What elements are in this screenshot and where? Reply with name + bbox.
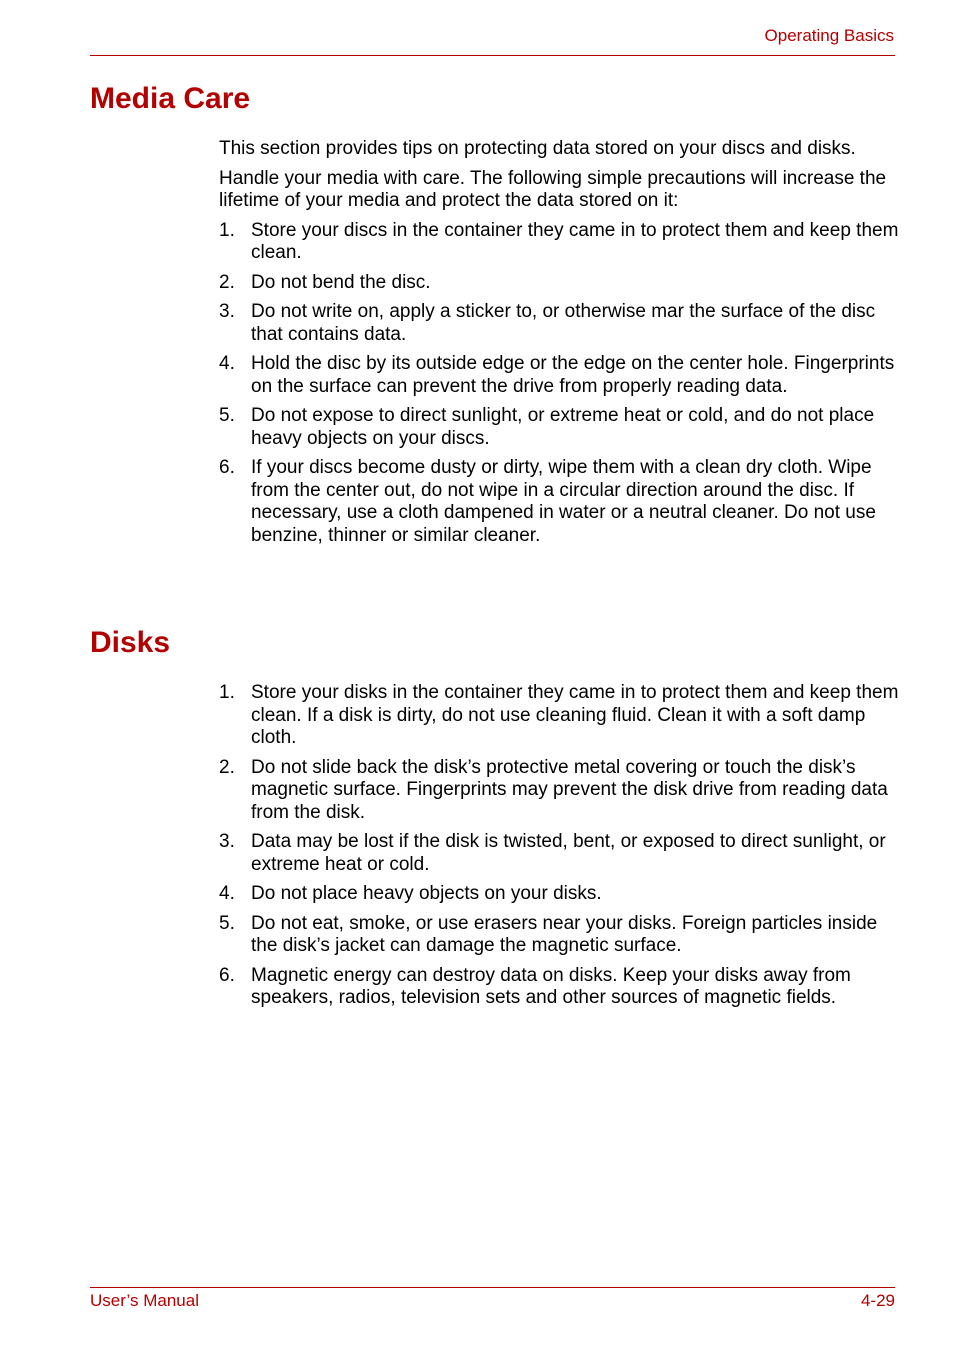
- media-care-precautions-list: [219, 220, 899, 548]
- list-item-number: 4.: [219, 883, 235, 904]
- list-item-text: Do not eat, smoke, or use erasers near your disks. Foreign particles inside the disk’s jacket can damage the magnetic surface.: [251, 912, 878, 956]
- list-item-text: Hold the disc by its outside edge or the edge on the center hole. Fingerprints on the surface can prevent the drive from properly reading data.: [251, 353, 895, 397]
- footer-manual-label: User’s Manual: [90, 1291, 199, 1310]
- list-item-text: Do not bend the disc.: [251, 271, 431, 293]
- list-item-text: Store your discs in the container they came in to protect them and keep them clean.: [251, 219, 899, 263]
- disks-precautions-list: [219, 682, 899, 1010]
- list-item-text: If your discs become dusty or dirty, wipe them with a clean dry cloth. Wipe from the center out, do not wipe in a circular direction around the disc. If necessary, use a cloth dampened in water or a neutral cleaner. Do not use benzine, thinner or similar cleaner.: [251, 457, 876, 546]
- list-item-number: 1.: [219, 219, 235, 241]
- running-header-section: Operating Basics: [764, 26, 894, 45]
- list-item: [219, 831, 899, 876]
- list-item: [219, 220, 899, 265]
- list-item-number: 4.: [219, 353, 235, 374]
- footer-divider: [90, 1287, 895, 1288]
- media-care-intro-paragraph: This section provides tips on protecting data stored on your discs and disks.: [219, 138, 856, 159]
- list-item-number: 6.: [219, 457, 235, 478]
- list-item: [219, 353, 899, 398]
- list-item-number: 5.: [219, 912, 235, 934]
- list-item-text: Do not expose to direct sunlight, or extreme heat or cold, and do not place heavy objects on your discs.: [251, 405, 875, 449]
- media-care-body: [219, 138, 899, 554]
- media-care-intro-paragraph: Handle your media with care. The following simple precautions will increase the lifetime of your media and protect the data stored on it:: [219, 167, 887, 211]
- header-divider: [90, 55, 895, 56]
- list-item-number: 1.: [219, 682, 235, 703]
- list-item: [219, 913, 899, 958]
- list-item-text: Do not write on, apply a sticker to, or otherwise mar the surface of the disc that contains data.: [251, 301, 876, 345]
- list-item-text: Do not place heavy objects on your disks.: [251, 883, 602, 904]
- list-item: [219, 272, 899, 295]
- page-number: 4-29: [860, 1291, 895, 1310]
- section-title-media-care: Media Care: [90, 82, 251, 115]
- list-item-number: 2.: [219, 756, 235, 778]
- list-item: [219, 457, 899, 547]
- list-item-number: 6.: [219, 964, 235, 986]
- list-item: [219, 301, 899, 346]
- list-item-number: 3.: [219, 831, 235, 852]
- list-item-number: 2.: [219, 271, 235, 293]
- list-item-text: Data may be lost if the disk is twisted, bent, or exposed to direct sunlight, or extreme heat or cold.: [251, 831, 886, 875]
- list-item: [219, 883, 899, 906]
- list-item: [219, 757, 899, 825]
- list-item: [219, 405, 899, 450]
- list-item-number: 5.: [219, 405, 235, 426]
- list-item-text: Store your disks in the container they came in to protect them and keep them clean. If a disk is dirty, do not use cleaning fluid. Clean it with a soft damp cloth.: [251, 682, 899, 748]
- list-item-text: Magnetic energy can destroy data on disks. Keep your disks away from speakers, radios, television sets and other sources of magnetic fields.: [251, 964, 851, 1008]
- list-item: [219, 682, 899, 750]
- list-item-number: 3.: [219, 301, 235, 322]
- list-item: [219, 965, 899, 1010]
- section-title-disks: Disks: [90, 626, 171, 659]
- disks-body: [219, 682, 899, 1017]
- list-item-text: Do not slide back the disk’s protective metal covering or touch the disk’s magnetic surface. Fingerprints may prevent the disk drive from reading data from the disk.: [251, 756, 888, 823]
